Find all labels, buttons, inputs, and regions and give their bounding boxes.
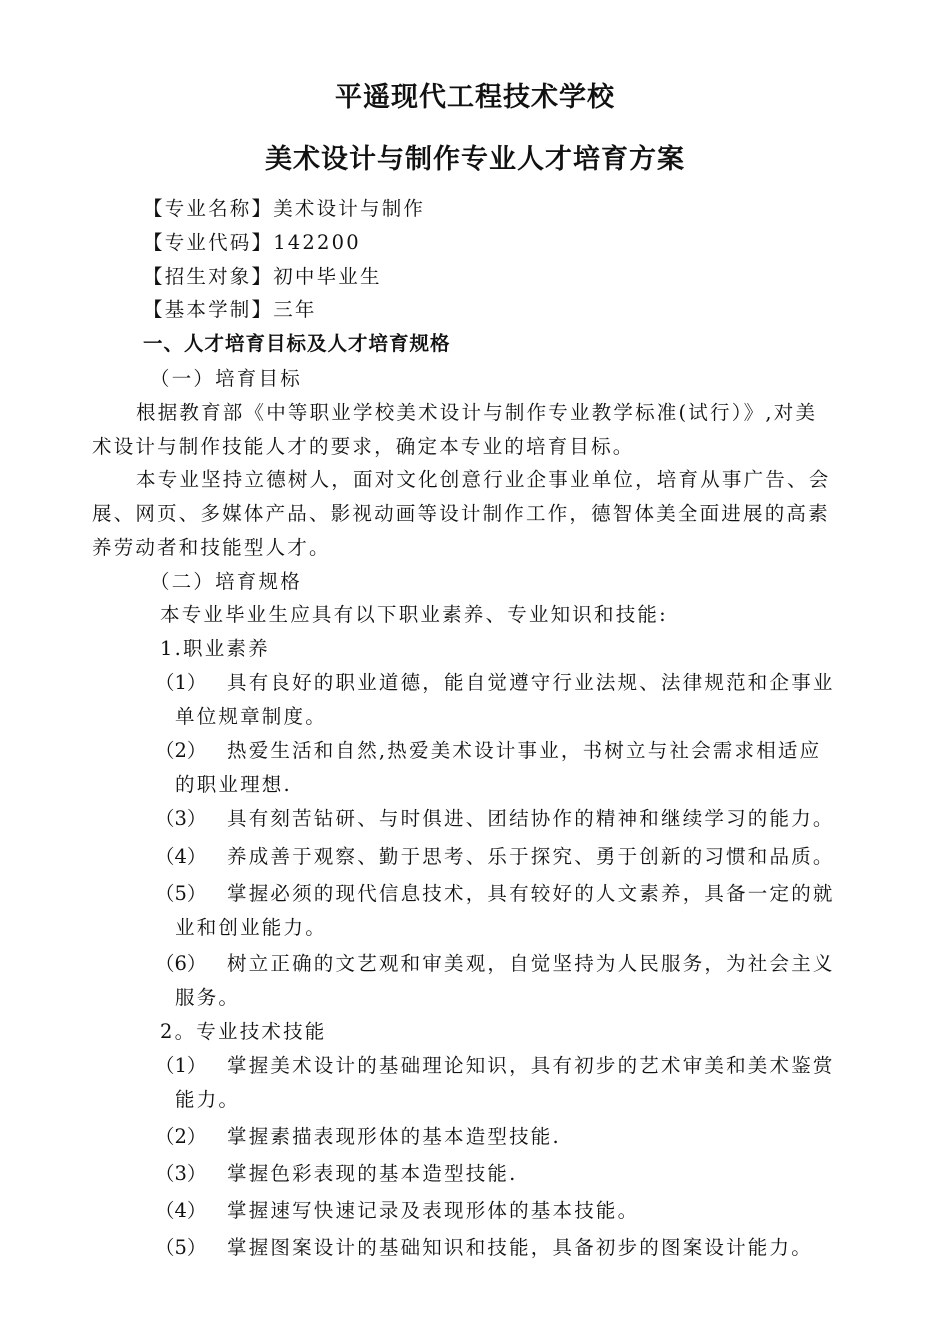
paragraph-line: 根据教育部《中等职业学校美术设计与制作专业教学标准(试行）》,对美 [136,401,818,424]
list-item-number: （5） [155,1236,207,1259]
list-item-number: （6） [155,952,207,975]
list-item: 养成善于观察、勤于思考、乐于探究、勇于创新的习惯和品质。 [227,845,835,868]
list-item: 掌握速写快速记录及表现形体的基本技能。 [227,1199,640,1222]
list-item: 具有良好的职业道德，能自觉遵守行业法规、法律规范和企事业 [227,671,835,694]
intro-line: 本专业毕业生应具有以下职业素养、专业知识和技能: [160,603,668,626]
paragraph-line: 术设计与制作技能人才的要求，确定本专业的培育目标。 [92,435,635,458]
list-item-number: （5） [155,882,207,905]
subsection-heading-spec: （二）培育规格 [150,570,302,593]
paragraph-line: 养劳动者和技能型人才。 [92,536,331,559]
list-item: 具有刻苦钻研、与时俱进、团结协作的精神和继续学习的能力。 [227,807,835,830]
list-item-continuation: 的职业理想. [175,773,292,796]
list-item-number: （1） [155,671,207,694]
group-heading-skills: 2。专业技术技能 [160,1020,327,1043]
list-item: 掌握美术设计的基础理论知识，具有初步的艺术审美和美术鉴赏 [227,1054,835,1077]
list-item-continuation: 能力。 [175,1088,241,1111]
list-item: 掌握色彩表现的基本造型技能. [227,1162,518,1185]
meta-enrollment-target: 【招生对象】初中毕业生 [143,265,382,288]
subsection-heading-goal: （一）培育目标 [150,367,302,390]
list-item-number: （2） [155,1125,207,1148]
list-item: 树立正确的文艺观和审美观，自觉坚持为人民服务，为社会主义 [227,952,835,975]
list-item-number: （4） [155,1199,207,1222]
list-item-continuation: 业和创业能力。 [175,916,327,939]
list-item-number: （1） [155,1054,207,1077]
list-item-number: （3） [155,1162,207,1185]
paragraph-line: 本专业坚持立德树人，面对文化创意行业企事业单位，培育从事广告、会 [136,468,831,491]
list-item: 掌握图案设计的基础知识和技能，具备初步的图案设计能力。 [227,1236,813,1259]
list-item: 热爱生活和自然,热爱美术设计事业，书树立与社会需求相适应 [227,739,822,762]
document-title: 美术设计与制作专业人才培育方案 [265,144,685,175]
list-item: 掌握必须的现代信息技术，具有较好的人文素养，具备一定的就 [227,882,835,905]
list-item-continuation: 服务。 [175,986,241,1009]
meta-major-name: 【专业名称】美术设计与制作 [143,197,426,220]
list-item: 掌握素描表现形体的基本造型技能. [227,1125,561,1148]
school-title: 平遥现代工程技术学校 [335,82,615,113]
meta-major-code: 【专业代码】142200 [143,231,361,254]
list-item-number: （3） [155,807,207,830]
section-heading-1: 一、人才培育目标及人才培育规格 [143,332,451,355]
list-item-continuation: 单位规章制度。 [175,705,327,728]
list-item-number: （4） [155,845,207,868]
list-item-number: （2） [155,739,207,762]
group-heading-quality: 1.职业素养 [160,637,270,660]
paragraph-line: 展、网页、多媒体产品、影视动画等设计制作工作，德智体美全面进展的高素 [92,502,830,525]
meta-duration: 【基本学制】三年 [143,298,317,321]
